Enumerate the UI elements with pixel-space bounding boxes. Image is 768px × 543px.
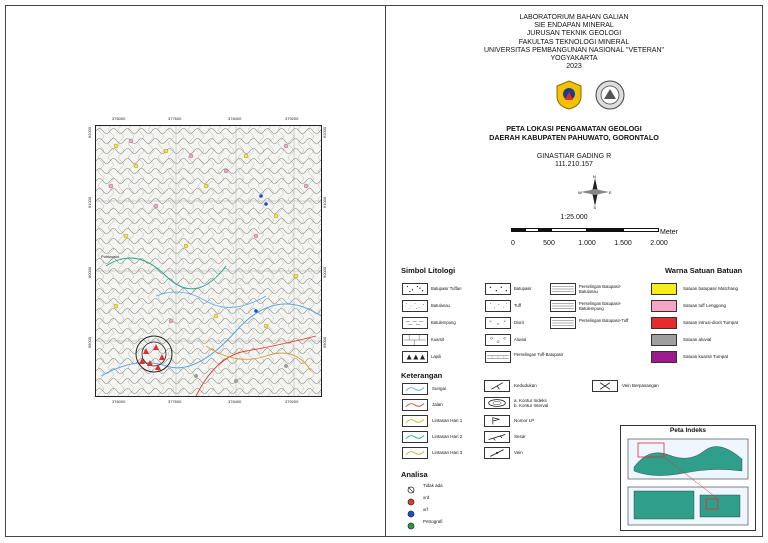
analysis-xrf: xrf [405,506,417,524]
geology-logo-icon [595,80,625,110]
contour-icon [484,397,510,409]
svg-text:E: E [609,190,612,195]
coord-x-top-3: 378400 [228,116,242,121]
vein-icon [484,447,510,459]
sample-petrography-icon [405,521,417,531]
analisa-title: Analisa [401,470,428,479]
panel-divider [385,5,386,537]
unit-color-swatch [651,351,677,363]
coord-x-top-4: 379200 [285,116,299,121]
unit-color-swatch [651,317,677,329]
analysis-xrd: xrd [405,494,417,512]
analysis-none: Tidak ada [405,482,417,500]
coord-y-left-2: 61000 [87,196,92,208]
scale-tick-500: 500 [543,240,555,247]
title-line-1: PETA LOKASI PENGAMATAN GEOLOGI [506,124,642,133]
author-name: GINASTIAR GADING R [536,153,612,160]
index-map-drawing [624,437,752,529]
north-arrow-icon [578,175,612,209]
svg-text:S: S [593,205,597,209]
scale-tick-2000: 2.000 [650,240,668,247]
scale-tick-1500: 1.500 [614,240,632,247]
header-line-6: YOGYAKARTA [550,55,598,63]
coord-y-right-1: 62000 [322,126,327,138]
unit-color-swatch [651,334,677,346]
scale-unit: Meter [660,229,678,236]
author-block [386,153,762,169]
place-label: Pohuwato [101,254,119,259]
scale-tick-0: 0 [511,240,515,247]
coord-y-left-1: 62000 [87,126,92,138]
keterangan-title: Keterangan [401,371,443,380]
coord-x-bottom-3: 378400 [228,399,242,404]
geologic-map[interactable] [95,125,322,397]
litologi-title: Simbol Litologi [401,266,456,275]
warna-title: Warna Satuan Batuan [665,266,743,275]
scale-tick-1000: 1.000 [578,240,596,247]
coord-y-left-3: 60000 [87,266,92,278]
unit-color-swatch [651,300,677,312]
coord-x-top-2: 377600 [168,116,182,121]
index-map-title: Peta Indeks [669,427,707,434]
institution-header [386,14,762,71]
header-line-1: LABORATORIUM BAHAN GALIAN [519,14,629,21]
header-line-5: UNIVERSITAS PEMBANGUNAN NASIONAL "VETERAN" [483,46,664,54]
coord-x-bottom-2: 377600 [168,399,182,404]
coord-y-right-3: 60000 [322,266,327,278]
analysis-petrography: Petrografi [405,518,417,536]
svg-text:W: W [578,190,582,195]
map-title [386,124,762,142]
coord-x-top-1: 376000 [112,116,126,121]
header-line-2: SIE ENDAPAN MINERAL [534,22,614,30]
header-line-4: FAKULTAS TEKNOLOGI MINERAL [518,38,630,46]
strike-dip-icon [484,380,510,392]
map-canvas[interactable] [96,126,321,396]
vein-pair-icon [592,380,618,392]
header-line-3: JURUSAN TEKNIK GEOLOGI [526,30,622,38]
upn-logo-icon [555,80,583,110]
scale-ratio: 1:25.000 [560,214,588,221]
header-line-7: 2023 [566,63,582,71]
coord-y-right-2: 61000 [322,196,327,208]
title-line-2: DAERAH KABUPATEN PAHUWATO, GORONTALO [489,133,659,142]
svg-text:N: N [593,175,596,179]
coord-y-right-4: 59000 [322,336,327,348]
coord-x-bottom-4: 379200 [285,399,299,404]
unit-color-swatch [651,283,677,295]
lp-flag-icon [484,415,510,427]
coord-x-bottom-1: 376000 [112,399,126,404]
fault-icon [484,431,510,443]
coord-y-left-4: 59000 [87,336,92,348]
author-nim: 111.210.157 [555,161,593,168]
